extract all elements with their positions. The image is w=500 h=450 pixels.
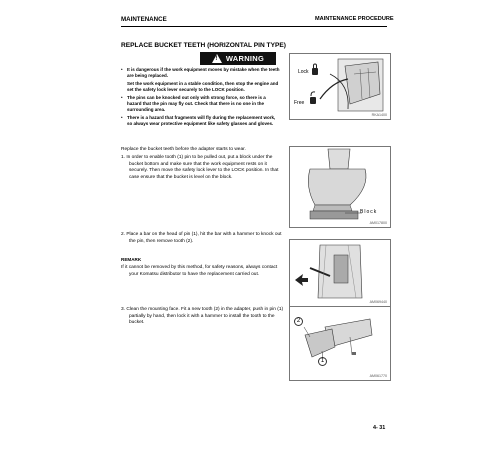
warning-item: • There is a hazard that fragments will fly during the replacement work, so always wear protective equipment like safety glasses and gloves. <box>127 115 281 128</box>
block-label: Block <box>360 209 378 215</box>
step-1-text: 1. In order to enable tooth (1) pin to be pulled out, put a block under the bucket bottom and make sure that the work equipment rests on it securely. Then move the safety lock lever to the LOCK position. In that case ensure that the bucket is level on the block. <box>121 155 279 180</box>
warning-triangle-icon: ! <box>212 54 222 63</box>
lock-lever-illustration <box>290 54 390 119</box>
figure-knock-pin <box>289 239 391 307</box>
warning-banner <box>200 52 276 65</box>
step-2-text: 2. Place a bar on the head of pin (1), hit the bar with a hammer to knock out the pin, then remove tooth (2). <box>121 232 282 244</box>
warning-item: Set the work equipment in a stable condition, then stop the engine and set the safety lock lever securely to the LOCK position. <box>127 80 279 93</box>
callout-1: 1 <box>318 357 327 366</box>
figure-lock-lever <box>289 53 391 120</box>
intro-paragraph: Replace the bucket teeth before the adapter starts to wear. <box>121 147 246 152</box>
remark-title: REMARK <box>121 257 142 262</box>
step-3-text: 3. Clean the mounting face. Fit a new tooth (2) in the adapter, push in pin (1) partially by hand, then lock it with a hammer to install the tooth to the bucket. <box>121 307 284 326</box>
header-section-title: MAINTENANCE <box>121 16 167 23</box>
lock-label: Lock <box>298 69 309 75</box>
warning-label: WARNING <box>225 54 265 63</box>
figure-code: RKA1400 <box>371 113 387 117</box>
warning-item: • The pins can be knocked out only with strong force, so there is a hazard that the pin may fly out. Check that there is no one in the surrounding area. <box>127 95 281 114</box>
figure-code: AM069440 <box>369 300 387 304</box>
warning-item: • It is dangerous if the work equipment moves by mistake when the teeth are being replaced. <box>127 67 281 80</box>
step-3 <box>121 307 284 327</box>
figure-install-tooth <box>289 306 391 381</box>
step-2 <box>121 232 284 245</box>
warning-list <box>121 67 281 128</box>
step-1 <box>121 155 284 181</box>
section-title: REPLACE BUCKET TEETH (HORIZONTAL PIN TYPE) <box>121 42 286 49</box>
header-chapter-title: MAINTENANCE PROCEDURE <box>315 16 394 22</box>
install-tooth-illustration <box>290 307 390 380</box>
header-rule <box>121 26 387 27</box>
figure-block <box>289 146 391 228</box>
intro-text <box>121 147 291 154</box>
remark-text: If it cannot be removed by this method, for safety reasons, always contact your Komatsu distributor to have the replacement carried out. <box>121 265 278 277</box>
page-number: 4- 31 <box>373 425 386 431</box>
remark-body <box>121 265 284 278</box>
free-label: Free <box>294 100 305 106</box>
figure-code: AM017800 <box>369 221 387 225</box>
callout-2: 2 <box>294 317 303 326</box>
figure-code: AM061770 <box>369 374 387 378</box>
bucket-on-block-illustration <box>290 147 390 227</box>
knock-out-pin-illustration <box>290 240 390 306</box>
